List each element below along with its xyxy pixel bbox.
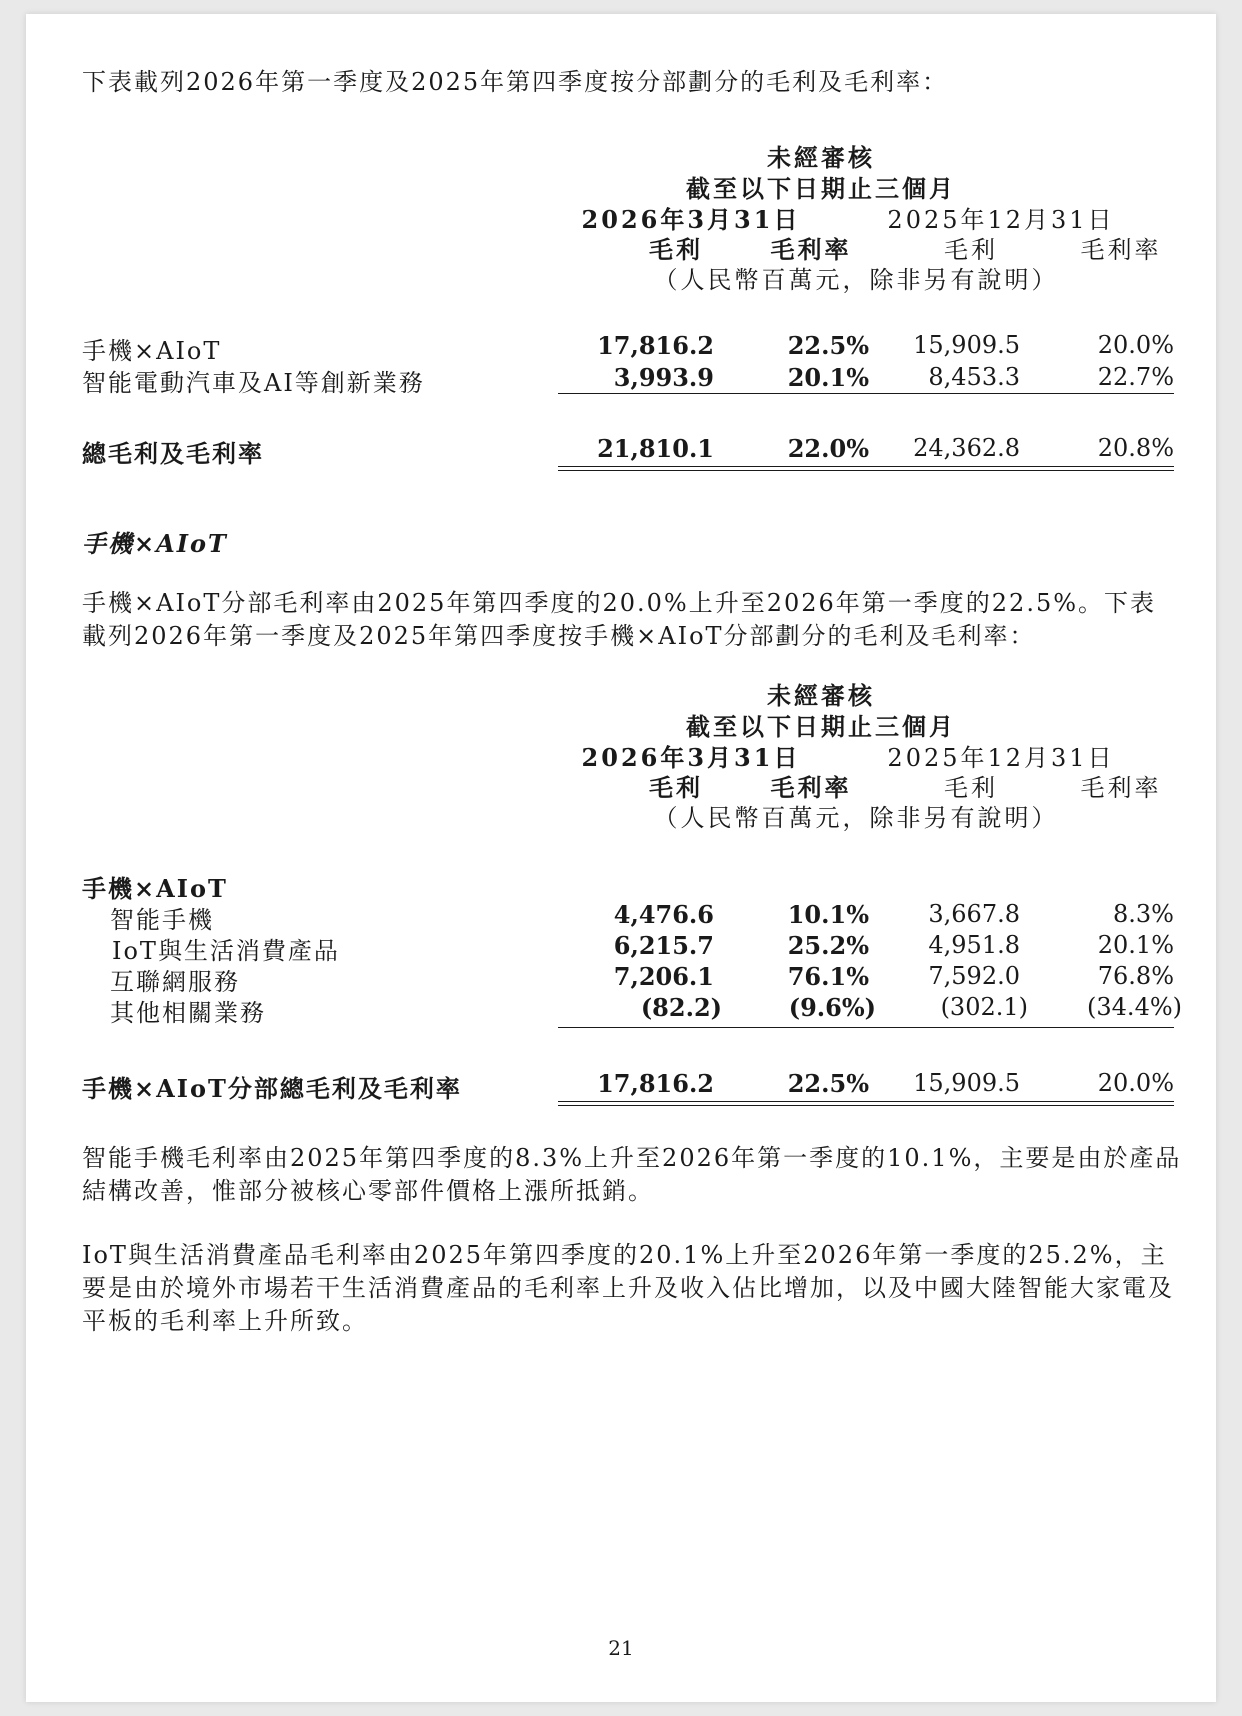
table2-group-label: 手機×AIoT: [82, 874, 228, 903]
table2-cell: 4,476.6: [613, 900, 714, 929]
table2-cell: 6,215.7: [613, 931, 714, 960]
table2-cell: 7,592.0: [928, 962, 1020, 990]
table2-total-label: 手機×AIoT分部總毛利及毛利率: [82, 1074, 462, 1103]
table1-cell: 20.1%: [787, 363, 869, 392]
subtotal-rule: [712, 393, 868, 394]
subtotal-rule: [712, 1027, 868, 1028]
subtotal-rule: [1018, 1027, 1174, 1028]
subtotal-rule: [866, 393, 1020, 394]
table2-row-label: 智能手機: [110, 906, 214, 934]
table2-cell: 25.2%: [787, 931, 869, 960]
gm-current-heading: 毛利率: [770, 235, 852, 264]
unaudited-heading: 未經審核: [767, 681, 875, 710]
table2-cell: 10.1%: [787, 900, 869, 929]
gp-current-heading: 毛利: [649, 773, 703, 802]
subtotal-rule: [558, 1027, 714, 1028]
unit-note: （人民幣百萬元，除非另有說明）: [653, 804, 1059, 832]
table1-row-label: 智能電動汽車及AI等創新業務: [82, 369, 425, 397]
gp-prior-heading: 毛利: [944, 236, 998, 264]
table1-cell: 22.5%: [787, 331, 869, 360]
unaudited-heading: 未經審核: [767, 143, 875, 172]
total-double-rule: [712, 1101, 868, 1106]
intro-paragraph: 下表載列2026年第一季度及2025年第四季度按分部劃分的毛利及毛利率：: [82, 68, 949, 96]
period-heading: 截至以下日期止三個月: [686, 174, 956, 203]
segment-paragraph: 手機×AIoT分部毛利率由2025年第四季度的20.0%上升至2026年第一季度的22.5%。下表載列2026年第一季度及2025年第四季度按手機×AIoT分部劃分的毛利及毛利率：: [82, 589, 1157, 650]
total-double-rule: [558, 1101, 714, 1106]
total-double-rule: [712, 466, 868, 471]
period-heading: 截至以下日期止三個月: [686, 712, 956, 741]
table2-cell: 20.1%: [1097, 931, 1174, 959]
date-current-heading: 2026年3月31日: [581, 205, 801, 234]
table2-total-cell: 22.5%: [787, 1069, 869, 1098]
table1-cell: 15,909.5: [913, 331, 1020, 359]
table2-total-cell: 20.0%: [1097, 1069, 1174, 1097]
total-double-rule: [1018, 466, 1174, 471]
table1-cell: 20.0%: [1097, 331, 1174, 359]
subtotal-rule: [558, 393, 714, 394]
gp-current-heading: 毛利: [649, 235, 703, 264]
table2-total-cell: 17,816.2: [597, 1069, 714, 1098]
table1-row-label: 手機×AIoT: [82, 337, 222, 365]
page-number: 21: [608, 1636, 634, 1660]
gm-current-heading: 毛利率: [770, 773, 852, 802]
gm-prior-heading: 毛利率: [1080, 774, 1162, 802]
total-double-rule: [558, 466, 714, 471]
table2-cell: 8.3%: [1113, 900, 1174, 928]
section-title: 手機×AIoT: [82, 529, 228, 558]
total-double-rule: [866, 1101, 1020, 1106]
table1-cell: 8,453.3: [928, 363, 1020, 391]
date-prior-heading: 2025年12月31日: [887, 744, 1115, 772]
date-current-heading: 2026年3月31日: [581, 743, 801, 772]
table2-cell: (82.2): [640, 993, 722, 1022]
table1-total-cell: 24,362.8: [913, 434, 1020, 462]
table2-cell: 3,667.8: [928, 900, 1020, 928]
smartphone-paragraph: 智能手機毛利率由2025年第四季度的8.3%上升至2026年第一季度的10.1%，主要是由於產品結構改善，惟部分被核心零部件價格上漲所抵銷。: [82, 1144, 1182, 1205]
total-double-rule: [866, 466, 1020, 471]
total-double-rule: [1018, 1101, 1174, 1106]
table1-total-cell: 20.8%: [1097, 434, 1174, 462]
gp-prior-heading: 毛利: [944, 774, 998, 802]
table2-total-cell: 15,909.5: [913, 1069, 1020, 1097]
gm-prior-heading: 毛利率: [1080, 236, 1162, 264]
table1-cell: 3,993.9: [613, 363, 714, 392]
table1-total-cell: 22.0%: [787, 434, 869, 463]
unit-note: （人民幣百萬元，除非另有說明）: [653, 266, 1059, 294]
document-page: [26, 14, 1216, 1702]
iot-paragraph: IoT與生活消費產品毛利率由2025年第四季度的20.1%上升至2026年第一季度的25.2%，主要是由於境外市場若干生活消費產品的毛利率上升及收入佔比增加，以及中國大陸智能大家電及平板的毛利率上升所致。: [82, 1241, 1174, 1335]
table2-row-label: 其他相關業務: [110, 999, 266, 1027]
table2-cell: 4,951.8: [928, 931, 1020, 959]
subtotal-rule: [866, 1027, 1020, 1028]
table2-cell: (34.4%): [1087, 993, 1182, 1021]
table2-cell: 76.1%: [787, 962, 869, 991]
date-prior-heading: 2025年12月31日: [887, 206, 1115, 234]
table1-cell: 17,816.2: [597, 331, 714, 360]
table1-cell: 22.7%: [1097, 363, 1174, 391]
table2-cell: 76.8%: [1097, 962, 1174, 990]
table2-row-label: 互聯網服務: [110, 968, 240, 996]
subtotal-rule: [1018, 393, 1174, 394]
table2-cell: 7,206.1: [613, 962, 714, 991]
table2-cell: (302.1): [940, 993, 1028, 1021]
table2-cell: (9.6%): [788, 993, 876, 1022]
table2-row-label: IoT與生活消費產品: [112, 937, 340, 965]
table1-total-label: 總毛利及毛利率: [82, 439, 264, 468]
table1-total-cell: 21,810.1: [597, 434, 714, 463]
